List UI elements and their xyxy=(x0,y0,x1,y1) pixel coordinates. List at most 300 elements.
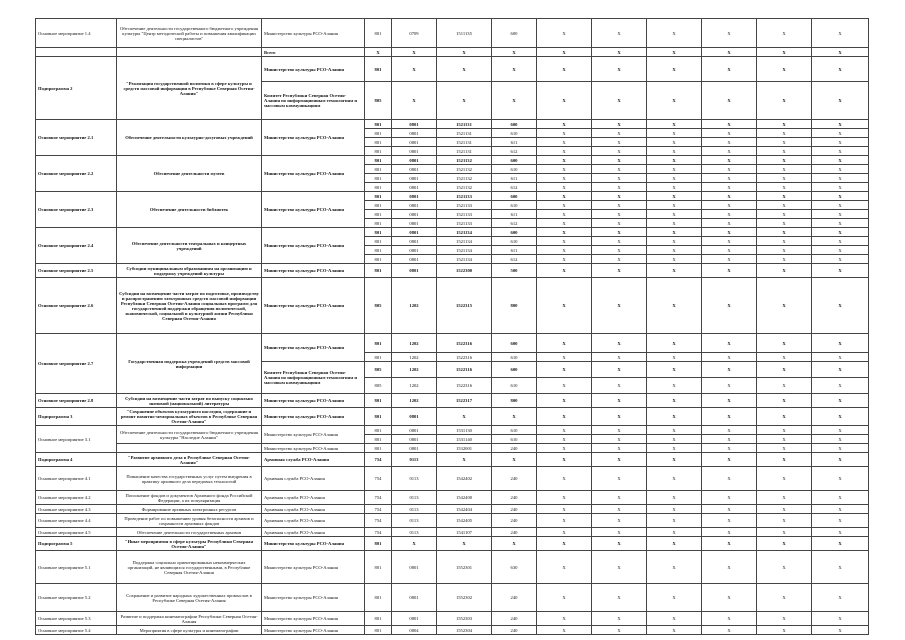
table-cell: Обеспечение деятельности государственных архивов xyxy=(117,528,262,537)
table-row xyxy=(36,453,869,467)
table-cell: X xyxy=(812,408,869,426)
table-cell: Основное мероприятие 4.5 xyxy=(36,528,117,537)
table-cell: 600 xyxy=(492,334,537,353)
table-cell: X xyxy=(812,138,869,147)
table-cell: X xyxy=(757,378,812,394)
table-cell: 754 xyxy=(365,514,392,528)
table-cell: 1542400 xyxy=(437,491,492,505)
table-cell: X xyxy=(592,219,647,228)
table-cell: X xyxy=(537,246,592,255)
table-cell: 801 xyxy=(365,426,392,435)
table-cell: X xyxy=(702,528,757,537)
table-cell: Основное мероприятие 5.4 xyxy=(36,626,117,635)
table-cell: Обеспечение деятельности культурно-досуговых учреждений xyxy=(117,120,262,156)
table-row xyxy=(36,408,869,426)
table-cell: 611 xyxy=(492,138,537,147)
table-cell: 610 xyxy=(492,165,537,174)
table-cell: 0801 xyxy=(392,228,437,237)
table-cell: X xyxy=(537,237,592,246)
table-cell: X xyxy=(702,394,757,408)
table-cell: 0801 xyxy=(392,264,437,278)
table-cell: X xyxy=(702,120,757,129)
table-cell: X xyxy=(592,528,647,537)
table-cell: Министерство культуры РСО-Алания xyxy=(262,612,365,626)
table-cell: X xyxy=(537,255,592,264)
table-cell: 1552304 xyxy=(437,626,492,635)
table-cell: X xyxy=(492,82,537,120)
table-cell: X xyxy=(647,156,702,165)
table-cell: 1511135 xyxy=(437,19,492,48)
table-cell: X xyxy=(537,147,592,156)
table-cell: X xyxy=(592,353,647,362)
table-cell: 805 xyxy=(365,278,392,334)
table-cell: X xyxy=(812,48,869,57)
table-cell: X xyxy=(537,426,592,435)
table-cell: 0801 xyxy=(392,219,437,228)
table-cell: 1521134 xyxy=(437,237,492,246)
table-cell: X xyxy=(812,626,869,635)
table-cell: X xyxy=(647,467,702,491)
table-cell: 801 xyxy=(365,612,392,626)
table-cell: X xyxy=(647,183,702,192)
table-cell: "Иные мероприятия в сфере культуры Республики Северная Осетия-Алания" xyxy=(117,537,262,551)
table-cell: X xyxy=(702,147,757,156)
table-cell: X xyxy=(647,435,702,444)
table-cell: 600 xyxy=(492,19,537,48)
table-cell: X xyxy=(757,219,812,228)
table-cell: 1521133 xyxy=(437,192,492,201)
table-cell: X xyxy=(757,334,812,353)
table-cell: 1202 xyxy=(392,353,437,362)
table-cell: X xyxy=(647,612,702,626)
table-cell: 801 xyxy=(365,408,392,426)
table-row xyxy=(36,228,869,237)
table-cell: Министерство культуры РСО-Алания xyxy=(262,19,365,48)
table-cell: 240 xyxy=(492,444,537,453)
table-cell: Основное мероприятие 4.2 xyxy=(36,491,117,505)
table-cell: X xyxy=(537,362,592,378)
table-cell: X xyxy=(757,528,812,537)
table-cell: Основное мероприятие 4.3 xyxy=(36,505,117,514)
table-row xyxy=(36,156,869,165)
table-cell: X xyxy=(592,237,647,246)
table-cell: X xyxy=(757,491,812,505)
table-cell: 600 xyxy=(492,192,537,201)
table-cell: Пополнение фондов и документов Архивного фонда Российской Федерации, а их популяризация xyxy=(117,491,262,505)
table-cell: X xyxy=(702,444,757,453)
table-cell: X xyxy=(702,156,757,165)
table-cell: Обеспечение деятельности библиотек xyxy=(117,192,262,228)
table-cell: X xyxy=(537,528,592,537)
table-cell: X xyxy=(537,138,592,147)
table-cell: Обеспечение деятельности государственного бюджетного учреждения культуры "Наследие Алании" xyxy=(117,426,262,444)
table-cell: X xyxy=(592,147,647,156)
table-cell: X xyxy=(647,491,702,505)
table-cell: 0801 xyxy=(392,237,437,246)
table-cell: 1521134 xyxy=(437,255,492,264)
table-cell: X xyxy=(437,537,492,551)
table-cell: Архивная служба РСО-Алания xyxy=(262,505,365,514)
table-cell: 754 xyxy=(365,467,392,491)
table-cell: X xyxy=(537,626,592,635)
table-cell: Архивная служба РСО-Алания xyxy=(262,467,365,491)
table-cell: X xyxy=(592,435,647,444)
table-cell: X xyxy=(702,237,757,246)
table-cell: 805 xyxy=(365,378,392,394)
table-cell: Подпрограмма 3 xyxy=(36,408,117,426)
table-cell: 1522316 xyxy=(437,362,492,378)
table-cell: X xyxy=(537,334,592,353)
table-cell: X xyxy=(592,426,647,435)
table-cell: 1552301 xyxy=(437,551,492,584)
table-cell: 801 xyxy=(365,626,392,635)
table-cell: X xyxy=(537,183,592,192)
table-cell: 612 xyxy=(492,255,537,264)
table-cell: 801 xyxy=(365,174,392,183)
table-cell: X xyxy=(592,183,647,192)
table-cell: X xyxy=(812,453,869,467)
table-cell: X xyxy=(702,192,757,201)
table-cell: X xyxy=(647,444,702,453)
table-cell: 0113 xyxy=(392,528,437,537)
table-cell: 801 xyxy=(365,57,392,82)
table-cell: 0801 xyxy=(392,165,437,174)
table-cell: 1521132 xyxy=(437,156,492,165)
table-cell: X xyxy=(647,192,702,201)
table-cell: 1521131 xyxy=(437,138,492,147)
table-cell: X xyxy=(812,426,869,435)
table-cell: 801 xyxy=(365,246,392,255)
table-cell: Министерство культуры РСО-Алания xyxy=(262,408,365,426)
table-cell: Министерство культуры РСО-Алания xyxy=(262,626,365,635)
table-cell: 0801 xyxy=(392,201,437,210)
table-cell: X xyxy=(812,228,869,237)
table-cell: X xyxy=(647,82,702,120)
table-cell: X xyxy=(492,408,537,426)
table-cell: X xyxy=(702,165,757,174)
table-cell: 801 xyxy=(365,138,392,147)
table-cell: X xyxy=(592,57,647,82)
document-page xyxy=(35,18,868,635)
table-cell: 801 xyxy=(365,183,392,192)
table-cell: X xyxy=(757,394,812,408)
table-cell: Государственная поддержка учреждений средств массовой информации xyxy=(117,334,262,394)
table-cell: X xyxy=(592,246,647,255)
table-cell: X xyxy=(812,528,869,537)
table-cell: X xyxy=(812,394,869,408)
table-cell: X xyxy=(757,612,812,626)
table-cell: 630 xyxy=(492,551,537,584)
table-cell: 610 xyxy=(492,435,537,444)
table-cell: 1521132 xyxy=(437,183,492,192)
table-cell: X xyxy=(537,278,592,334)
table-cell: X xyxy=(592,394,647,408)
table-cell: X xyxy=(812,491,869,505)
table-cell: X xyxy=(592,551,647,584)
table-cell: X xyxy=(812,183,869,192)
table-cell: X xyxy=(592,278,647,334)
table-cell: X xyxy=(757,362,812,378)
table-cell: Поддержка социально ориентированных некоммерческих организаций, не являющихся государственными, в Республике Северная Осетия-Алания xyxy=(117,551,262,584)
table-cell: Основное мероприятие 3.1 xyxy=(36,426,117,453)
table-cell: 801 xyxy=(365,129,392,138)
table-cell: X xyxy=(812,210,869,219)
table-cell: X xyxy=(592,165,647,174)
table-cell: X xyxy=(647,408,702,426)
table-cell: 801 xyxy=(365,120,392,129)
table-cell: 801 xyxy=(365,237,392,246)
table-row xyxy=(36,612,869,626)
table-cell: 1531130 xyxy=(437,426,492,435)
table-cell: 754 xyxy=(365,528,392,537)
table-cell: X xyxy=(757,505,812,514)
table-row xyxy=(36,426,869,435)
table-cell: X xyxy=(702,353,757,362)
table-cell xyxy=(117,444,262,453)
table-cell: 1521134 xyxy=(437,228,492,237)
table-cell: Основное мероприятие 1.4 xyxy=(36,19,117,48)
table-cell: X xyxy=(812,165,869,174)
table-cell: X xyxy=(757,426,812,435)
table-cell: X xyxy=(757,237,812,246)
table-cell: 1542405 xyxy=(437,514,492,528)
table-cell: 610 xyxy=(492,378,537,394)
table-cell: Подпрограмма 4 xyxy=(36,453,117,467)
table-cell: X xyxy=(647,138,702,147)
table-cell: X xyxy=(592,378,647,394)
table-cell: 801 xyxy=(365,264,392,278)
table-cell: X xyxy=(812,57,869,82)
table-cell: 1542404 xyxy=(437,505,492,514)
table-cell: 0801 xyxy=(392,612,437,626)
table-cell: X xyxy=(647,278,702,334)
table-cell: 0801 xyxy=(392,551,437,584)
table-cell: X xyxy=(757,201,812,210)
table-cell: X xyxy=(812,334,869,353)
table-cell: Мероприятия в сфере культуры и кинематографии xyxy=(117,626,262,635)
table-cell: 0801 xyxy=(392,210,437,219)
table-cell: X xyxy=(702,278,757,334)
table-cell: 1202 xyxy=(392,334,437,353)
table-cell: X xyxy=(537,156,592,165)
table-cell: X xyxy=(647,584,702,612)
table-cell: X xyxy=(537,551,592,584)
table-cell: X xyxy=(592,408,647,426)
table-row xyxy=(36,278,869,334)
table-cell: X xyxy=(647,237,702,246)
table-cell: X xyxy=(702,57,757,82)
table-cell: X xyxy=(647,219,702,228)
table-cell: X xyxy=(647,528,702,537)
table-cell: X xyxy=(702,378,757,394)
table-cell: X xyxy=(365,48,392,57)
table-cell: X xyxy=(812,444,869,453)
table-cell: Основное мероприятие 2.3 xyxy=(36,192,117,228)
table-cell: 600 xyxy=(492,156,537,165)
table-cell: 0709 xyxy=(392,19,437,48)
table-cell: 612 xyxy=(492,147,537,156)
table-cell: X xyxy=(812,156,869,165)
table-cell: X xyxy=(537,165,592,174)
table-cell: X xyxy=(537,19,592,48)
table-cell: 1522317 xyxy=(437,394,492,408)
table-cell: 240 xyxy=(492,467,537,491)
table-cell: X xyxy=(592,505,647,514)
table-row xyxy=(36,192,869,201)
table-cell: 240 xyxy=(492,528,537,537)
table-cell: 1521131 xyxy=(437,129,492,138)
table-cell: Комитет Республики Северная Осетия-Алания по информационным технологиям и массовым коммуникациям xyxy=(262,362,365,394)
table-cell: X xyxy=(702,467,757,491)
table-cell: Обеспечение деятельности театральных и концертных учреждений xyxy=(117,228,262,264)
table-cell: 801 xyxy=(365,255,392,264)
table-cell: X xyxy=(757,19,812,48)
table-cell: 801 xyxy=(365,192,392,201)
table-cell: X xyxy=(647,255,702,264)
table-cell: X xyxy=(757,255,812,264)
table-cell: 1521132 xyxy=(437,165,492,174)
table-cell: X xyxy=(702,255,757,264)
table-cell: 1521133 xyxy=(437,210,492,219)
table-cell: X xyxy=(592,228,647,237)
table-cell: Обеспечение деятельности музеев xyxy=(117,156,262,192)
table-cell: X xyxy=(537,201,592,210)
table-cell: X xyxy=(647,353,702,362)
table-cell: X xyxy=(647,129,702,138)
table-cell: 1552302 xyxy=(437,584,492,612)
table-cell: X xyxy=(812,467,869,491)
table-cell: X xyxy=(592,19,647,48)
table-cell: X xyxy=(647,201,702,210)
table-cell: 801 xyxy=(365,334,392,353)
table-cell: X xyxy=(392,82,437,120)
table-cell: 1522316 xyxy=(437,334,492,353)
table-row xyxy=(36,528,869,537)
table-cell: X xyxy=(592,138,647,147)
table-cell: 801 xyxy=(365,156,392,165)
table-cell: 0804 xyxy=(392,626,437,635)
table-cell: Министерство культуры РСО-Алания xyxy=(262,584,365,612)
table-cell: X xyxy=(492,537,537,551)
table-cell: X xyxy=(537,120,592,129)
table-cell: Повышение качества государственных услуг путем внедрения в практику архивного дела передовых технологий xyxy=(117,467,262,491)
table-cell: X xyxy=(647,362,702,378)
table-cell: X xyxy=(647,246,702,255)
table-cell: X xyxy=(537,57,592,82)
table-row xyxy=(36,334,869,353)
table-row xyxy=(36,551,869,584)
table-cell: X xyxy=(757,537,812,551)
table-cell: X xyxy=(702,362,757,378)
table-cell: Основное мероприятие 2.5 xyxy=(36,264,117,278)
table-cell: X xyxy=(812,584,869,612)
table-cell: 801 xyxy=(365,394,392,408)
table-cell: X xyxy=(757,120,812,129)
table-cell: X xyxy=(647,48,702,57)
table-cell: 600 xyxy=(492,362,537,378)
table-cell: X xyxy=(702,505,757,514)
table-row xyxy=(36,626,869,635)
table-cell: Архивная служба РСО-Алания xyxy=(262,491,365,505)
table-cell: X xyxy=(812,378,869,394)
program-table xyxy=(35,18,869,635)
table-cell: X xyxy=(592,514,647,528)
table-cell: X xyxy=(647,147,702,156)
table-cell: X xyxy=(812,19,869,48)
table-cell: X xyxy=(702,453,757,467)
table-cell: X xyxy=(702,246,757,255)
table-cell: X xyxy=(592,156,647,165)
table-cell: Министерство культуры РСО-Алания xyxy=(262,537,365,551)
table-cell: 754 xyxy=(365,505,392,514)
table-cell: X xyxy=(812,129,869,138)
table-cell: X xyxy=(592,120,647,129)
table-cell: 1522300 xyxy=(437,264,492,278)
table-cell: Основное мероприятие 4.4 xyxy=(36,514,117,528)
table-cell: 0801 xyxy=(392,408,437,426)
table-cell: 0801 xyxy=(392,426,437,435)
table-cell: X xyxy=(812,505,869,514)
table-cell: X xyxy=(592,491,647,505)
table-cell: X xyxy=(647,165,702,174)
table-cell: 0801 xyxy=(392,129,437,138)
table-cell: X xyxy=(812,435,869,444)
table-row xyxy=(36,505,869,514)
table-cell: X xyxy=(757,353,812,362)
table-cell: X xyxy=(592,201,647,210)
table-cell: 240 xyxy=(492,626,537,635)
table-cell: 801 xyxy=(365,210,392,219)
table-cell: Основное мероприятие 2.7 xyxy=(36,334,117,394)
table-cell: Министерство культуры РСО-Алания xyxy=(262,264,365,278)
table-cell: X xyxy=(812,82,869,120)
table-cell: X xyxy=(537,537,592,551)
table-cell: X xyxy=(592,362,647,378)
table-cell: X xyxy=(537,435,592,444)
table-cell: 1521134 xyxy=(437,246,492,255)
table-cell: Основное мероприятие 2.2 xyxy=(36,156,117,192)
table-cell: 1202 xyxy=(392,394,437,408)
table-cell: 1202 xyxy=(392,278,437,334)
table-cell: X xyxy=(647,228,702,237)
table-cell: "Сохранение объектов культурного наследия, содержание и ремонт памятно-мемориальных объектов в Республике Северная Осетия-Алания" xyxy=(117,408,262,426)
table-cell: X xyxy=(537,444,592,453)
table-cell: Обеспечение деятельности государственного бюджетного учреждения культуры "Центр методической работы и повышения квалификации специалистов" xyxy=(117,19,262,48)
table-cell: X xyxy=(702,435,757,444)
table-cell: X xyxy=(592,467,647,491)
table-cell: X xyxy=(702,48,757,57)
table-cell: X xyxy=(757,467,812,491)
table-cell: 0801 xyxy=(392,584,437,612)
table-row xyxy=(36,57,869,82)
table-cell: Основное мероприятие 2.8 xyxy=(36,394,117,408)
table-cell: X xyxy=(392,57,437,82)
table-cell: 1521131 xyxy=(437,120,492,129)
table-row xyxy=(36,444,869,453)
table-row xyxy=(36,467,869,491)
table-cell: X xyxy=(757,453,812,467)
table-cell: X xyxy=(647,551,702,584)
table-cell: 801 xyxy=(365,435,392,444)
table-cell: X xyxy=(812,246,869,255)
table-cell: X xyxy=(537,219,592,228)
table-cell: Министерство культуры РСО-Алания xyxy=(262,156,365,192)
table-cell: X xyxy=(812,551,869,584)
table-cell: X xyxy=(592,264,647,278)
table-cell: 1521133 xyxy=(437,219,492,228)
table-cell: 0801 xyxy=(392,192,437,201)
table-cell: X xyxy=(492,48,537,57)
